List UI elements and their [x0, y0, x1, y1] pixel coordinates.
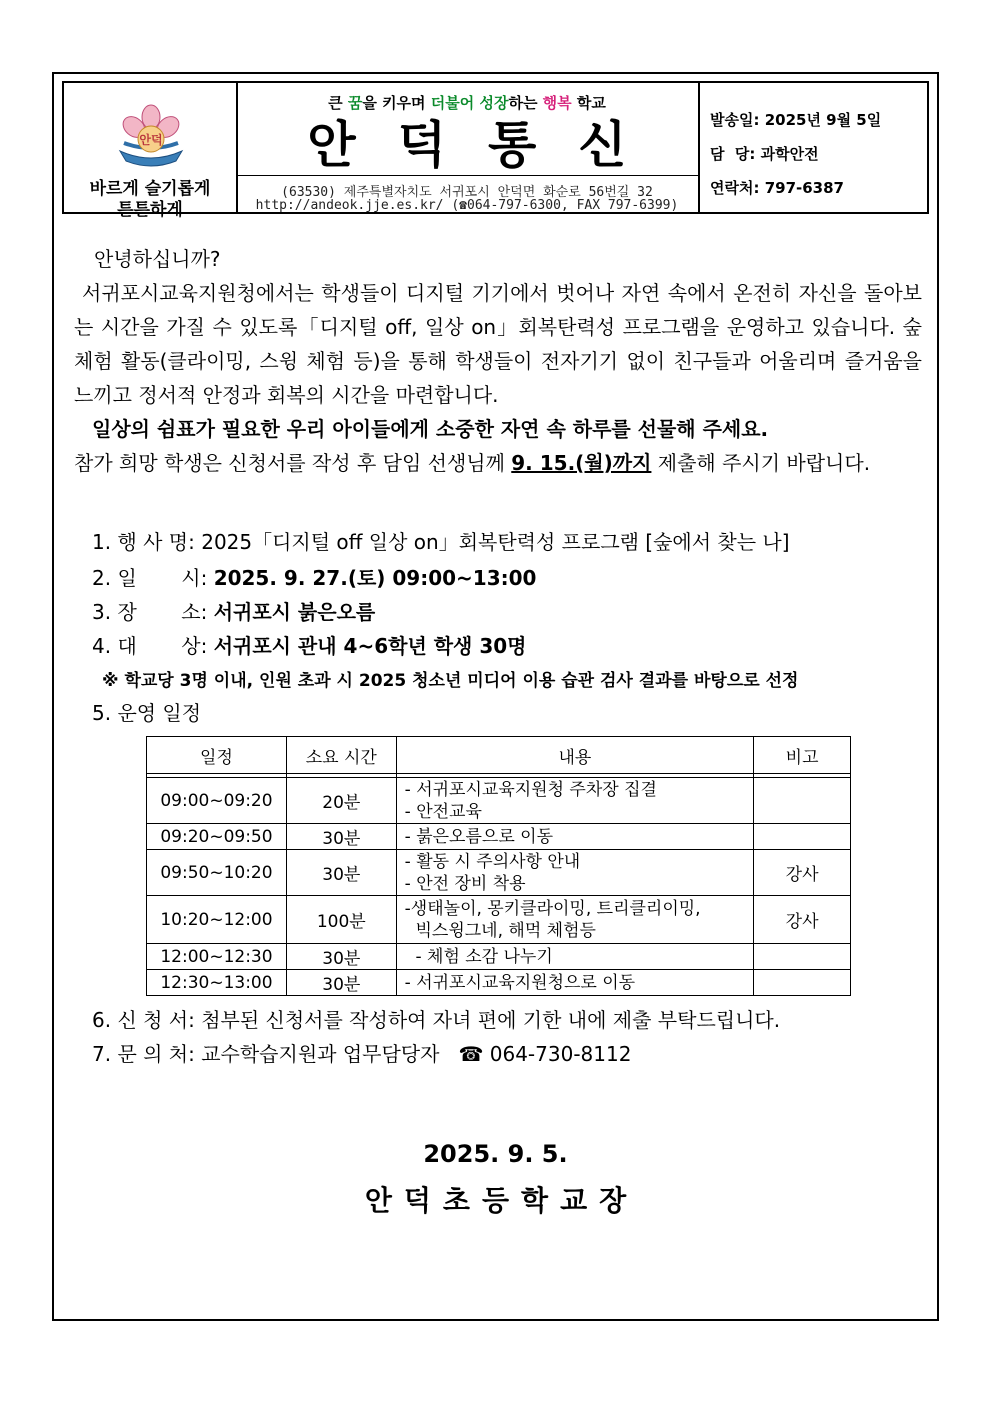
newsletter-header — [62, 81, 929, 220]
table-row — [147, 778, 851, 824]
schedule-duration: 30분 — [286, 970, 396, 996]
schedule-time: 10:20~12:00 — [147, 896, 287, 944]
table-row — [147, 944, 851, 970]
school-motto-line2: 튼튼하게 — [117, 200, 183, 220]
school-emblem-cell — [64, 83, 238, 220]
schedule-note — [754, 778, 851, 824]
item-inquiry — [92, 1038, 631, 1067]
schedule-content — [396, 944, 754, 970]
school-web-phone: http://andeok.jje.es.kr/ (☎064-797-6300, FAX 797-6399) — [255, 198, 679, 213]
content-line: -생태놀이, 몽키클라이밍, 트리클리이밍, — [404, 898, 701, 919]
schedule-content — [396, 778, 754, 824]
schedule-duration: 30분 — [286, 850, 396, 896]
column-header: 소요 시간 — [286, 737, 396, 774]
slogan-part: 을 키우며 — [362, 94, 431, 112]
school-address: (63530) 제주특별자치도 서귀포시 안덕면 화순로 56번길 32 — [281, 185, 653, 200]
deadline-date: 9. 15.(월)까지 — [511, 451, 652, 475]
slogan-part: 꿈 — [347, 94, 363, 112]
content-line: 빅스윙그네, 해먹 체험등 — [404, 920, 596, 941]
schedule-duration: 20분 — [286, 778, 396, 824]
schedule-note — [754, 944, 851, 970]
schedule-content — [396, 896, 754, 944]
table-row — [147, 850, 851, 896]
title-cell — [236, 83, 700, 212]
item-label: 3. 장 소: — [92, 600, 214, 624]
issue-date-footer: 2025. 9. 5. — [423, 1140, 568, 1168]
content-line: - 서귀포시교육지원청 주차장 집결 — [404, 779, 657, 800]
content-line: - 서귀포시교육지원청으로 이동 — [404, 972, 636, 993]
school-motto-line1: 바르게 슬기롭게 — [89, 179, 211, 199]
school-slogan — [236, 92, 698, 113]
item-target — [92, 630, 526, 659]
selection-note: ※ 학교당 3명 이내, 인원 초과 시 2025 청소년 미디어 이용 습관 검사 결과를 바탕으로 선정 — [102, 671, 799, 691]
paragraph-emphasis: 일상의 쉼표가 필요한 우리 아이들에게 소중한 자연 속 하루를 선물해 주세요. — [92, 417, 769, 441]
item-application — [92, 1004, 780, 1033]
deadline-text: 참가 희망 학생은 신청서를 작성 후 담임 선생님께 — [74, 451, 512, 475]
content-line: - 안전 장비 착용 — [404, 873, 526, 894]
divider — [236, 175, 698, 176]
deadline-text: 제출해 주시기 바랍니다. — [651, 451, 871, 475]
item-label: 6. 신 청 서: — [92, 1008, 202, 1032]
column-header: 일정 — [147, 737, 287, 774]
item-event-name — [92, 526, 790, 555]
table-row — [147, 896, 851, 944]
schedule-note: 강사 — [754, 896, 851, 944]
schedule-time: 09:20~09:50 — [147, 824, 287, 850]
schedule-duration: 30분 — [286, 944, 396, 970]
slogan-part: 더불어 성장 — [430, 94, 509, 112]
item-label: 7. 문 의 처: — [92, 1042, 202, 1066]
item-value: 2025. 9. 27.(토) 09:00~13:00 — [213, 566, 537, 590]
school-emblem-icon — [114, 101, 188, 173]
slogan-part: 학교 — [571, 94, 606, 112]
slogan-part: 행복 — [542, 94, 572, 112]
paragraph-deadline — [74, 446, 922, 480]
schedule-duration: 100분 — [286, 896, 396, 944]
item-datetime — [92, 562, 536, 591]
paragraph-intro: 서귀포시교육지원청에서는 학생들이 디지털 기기에서 벗어나 자연 속에서 온전히 자신을 돌아보는 시간을 가질 수 있도록「디지털 off, 일상 on」회복탄력성 프로그램을 운영하고 있습니다. 숲 체험 활동(클라이밍, 스윙 체험 등)을 통해 학생들이 전자기기 없이 친구들과 어울리며 즐거움을 느끼고 정서적 안정과 회복의 시간을 마련합니다. — [74, 281, 922, 407]
issue-date: 발송일: 2025년 9월 5일 — [710, 111, 882, 129]
item-schedule: 5. 운영 일정 — [92, 701, 202, 725]
letter-body — [74, 242, 922, 480]
item-label: 4. 대 상: — [92, 634, 214, 658]
schedule-time: 09:50~10:20 — [147, 850, 287, 896]
item-value: 2025「디지털 off 일상 on」회복탄력성 프로그램 [숲에서 찾는 나] — [201, 530, 790, 554]
document-frame — [52, 72, 939, 1321]
principal-signature: 안덕초등학교장 — [364, 1184, 639, 1217]
schedule-note: 강사 — [754, 850, 851, 896]
slogan-part: 하는 — [508, 94, 543, 112]
info-cell — [698, 83, 927, 212]
newsletter-title: 안덕통신 — [307, 115, 669, 174]
table-row — [147, 970, 851, 996]
schedule-content — [396, 970, 754, 996]
table-row — [147, 824, 851, 850]
emblem-text: 안덕 — [139, 133, 163, 147]
content-line: - 붉은오름으로 이동 — [404, 826, 553, 847]
item-value: 첨부된 신청서를 작성하여 자녀 편에 기한 내에 제출 부탁드립니다. — [201, 1008, 781, 1032]
item-value: 교수학습지원과 업무담당자 ☎ 064-730-8112 — [201, 1042, 632, 1066]
schedule-time: 12:30~13:00 — [147, 970, 287, 996]
item-value: 서귀포시 관내 4~6학년 학생 30명 — [213, 634, 527, 658]
column-header: 비고 — [754, 737, 851, 774]
manager: 담 당: 과학안전 — [710, 145, 819, 163]
content-line: - 활동 시 주의사항 안내 — [404, 851, 581, 872]
content-line: - 안전교육 — [404, 801, 482, 822]
item-label: 1. 행 사 명: — [92, 530, 202, 554]
schedule-table — [146, 736, 851, 996]
schedule-time: 09:00~09:20 — [147, 778, 287, 824]
item-label: 2. 일 시: — [92, 566, 214, 590]
schedule-duration: 30분 — [286, 824, 396, 850]
schedule-content — [396, 824, 754, 850]
schedule-note — [754, 824, 851, 850]
column-header: 내용 — [396, 737, 754, 774]
schedule-content — [396, 850, 754, 896]
schedule-time: 12:00~12:30 — [147, 944, 287, 970]
table-header-row — [147, 737, 851, 774]
slogan-part: 큰 — [328, 94, 348, 112]
item-place — [92, 596, 375, 625]
greeting: 안녕하십니까? — [94, 247, 221, 271]
content-line: - 체험 소감 나누기 — [404, 946, 553, 967]
schedule-note — [754, 970, 851, 996]
contact: 연락처: 797-6387 — [710, 179, 844, 197]
item-value: 서귀포시 붉은오름 — [213, 600, 376, 624]
